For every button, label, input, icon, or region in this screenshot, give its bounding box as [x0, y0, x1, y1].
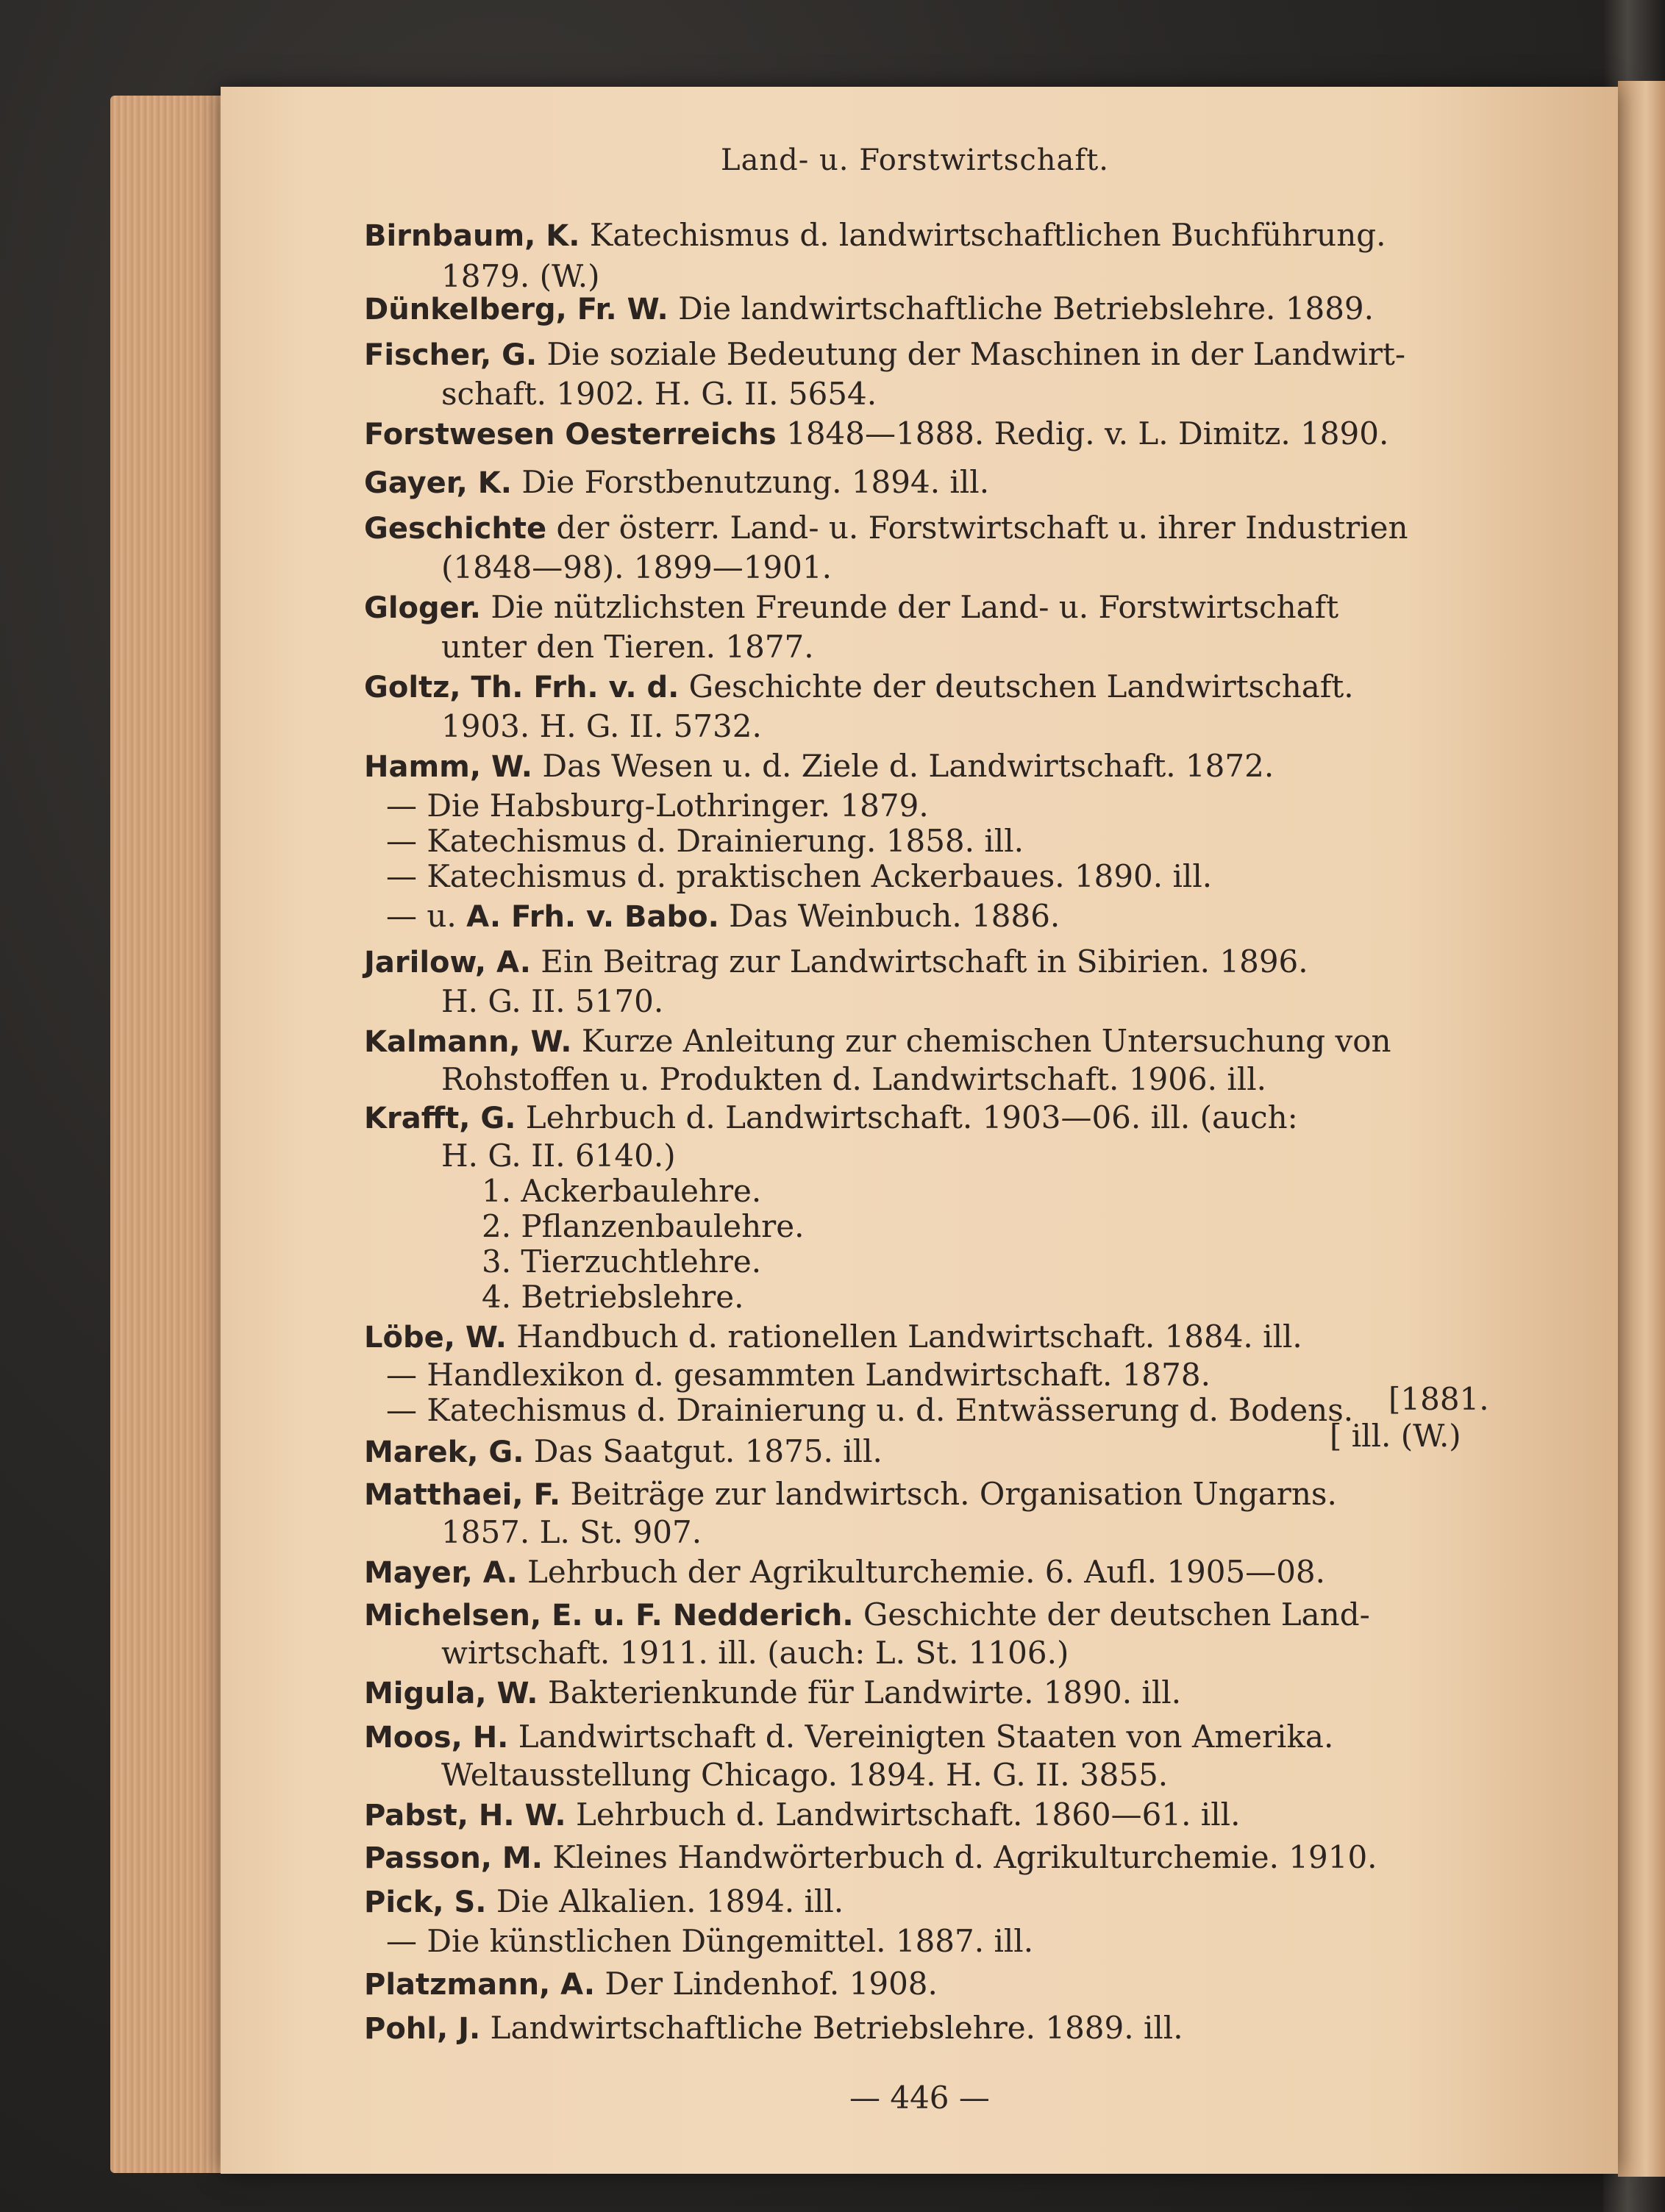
entry-author: Jarilow, A. — [364, 946, 531, 980]
entry-text: Kleines Handwörterbuch d. Agrikulturchemie. 1910. — [552, 1839, 1377, 1875]
entry-sub-line: — Handlexikon d. gesammten Landwirtschaft. 1878. — [386, 1357, 1211, 1393]
entry-kalmann — [364, 1021, 1497, 1097]
entry-text: Handbuch d. rationellen Landwirtschaft. 1884. ill. — [516, 1319, 1302, 1355]
entry-author: Dünkelberg, Fr. W. — [364, 293, 669, 327]
entry-sub-line: — Katechismus d. Drainierung u. d. Entwässerung d. Bodens. — [386, 1392, 1354, 1428]
entry-pabst — [364, 1794, 1497, 1836]
entry-text: Lehrbuch d. Landwirtschaft. 1860—61. ill. — [575, 1797, 1241, 1833]
entry-continuation: 1857. L. St. 907. — [441, 1514, 702, 1550]
entry-continuation: unter den Tieren. 1877. — [441, 629, 814, 665]
entry-author: A. Frh. v. Babo. — [466, 900, 719, 934]
entry-text: Beiträge zur landwirtsch. Organisation Ungarns. — [570, 1476, 1337, 1512]
entry-sub-line-babo — [386, 896, 1519, 938]
entry-text: Landwirtschaftliche Betriebslehre. 1889. ill. — [490, 2010, 1183, 2046]
entry-text: Landwirtschaft d. Vereinigten Staaten von Amerika. — [518, 1719, 1334, 1755]
entry-text: Geschichte der deutschen Landwirtschaft. — [688, 668, 1354, 704]
entry-duenkelberg — [364, 288, 1497, 330]
entry-goltz — [364, 666, 1497, 744]
entry-matthaei — [364, 1474, 1497, 1550]
entry-sub-prefix: — u. — [386, 898, 457, 934]
entry-text: Bakterienkunde für Landwirte. 1890. ill. — [547, 1674, 1182, 1710]
entry-krafft — [364, 1097, 1497, 1174]
entry-jarilow — [364, 941, 1497, 1019]
entry-text: der österr. Land- u. Forstwirtschaft u. ihrer Industrien — [556, 510, 1408, 546]
entry-author: Pohl, J. — [364, 2012, 481, 2046]
entry-author: Geschichte — [364, 512, 547, 546]
entry-author: Birnbaum, K. — [364, 219, 580, 253]
entry-continuation: 1879. (W.) — [441, 258, 600, 294]
entry-pick — [364, 1881, 1497, 1923]
entry-author: Matthaei, F. — [364, 1478, 561, 1512]
entry-author: Krafft, G. — [364, 1102, 516, 1135]
entry-fischer — [364, 334, 1497, 412]
entry-michelsen — [364, 1594, 1497, 1671]
entry-numbered-line: 4. Betriebslehre. — [482, 1279, 744, 1315]
entry-text: Das Weinbuch. 1886. — [729, 898, 1060, 934]
entry-author: Kalmann, W. — [364, 1025, 572, 1059]
entry-mayer — [364, 1552, 1497, 1594]
entry-hamm — [364, 746, 1497, 788]
entry-text: Der Lindenhof. 1908. — [605, 1966, 938, 2002]
entry-text: Lehrbuch der Agrikulturchemie. 6. Aufl. 1905—08. — [527, 1554, 1326, 1590]
entry-author: Gloger. — [364, 591, 482, 625]
entry-text: Katechismus d. landwirtschaftlichen Buchführung. — [589, 217, 1386, 253]
entry-author: Platzmann, A. — [364, 1968, 596, 2002]
entry-continuation: 1903. H. G. II. 5732. — [441, 708, 762, 744]
entry-text: Lehrbuch d. Landwirtschaft. 1903—06. ill. (auch: — [525, 1099, 1298, 1135]
entry-author: Gayer, K. — [364, 466, 512, 500]
page-number: — 446 — — [849, 2080, 990, 2116]
running-head: Land- u. Forstwirtschaft. — [721, 143, 1109, 177]
entry-passon — [364, 1837, 1497, 1879]
entry-numbered-line: 2. Pflanzenbaulehre. — [482, 1208, 805, 1244]
entry-gloger — [364, 587, 1497, 665]
entry-author: Goltz, Th. Frh. v. d. — [364, 671, 680, 704]
entry-continuation: (1848—98). 1899—1901. — [441, 549, 832, 585]
entry-numbered-line: 1. Ackerbaulehre. — [482, 1173, 762, 1209]
entry-sub-line: — Katechismus d. praktischen Ackerbaues. 1890. ill. — [386, 858, 1213, 894]
entry-author: Mayer, A. — [364, 1556, 518, 1590]
entry-continuation: Weltausstellung Chicago. 1894. H. G. II. 3855. — [441, 1757, 1169, 1793]
entry-continuation: H. G. II. 6140.) — [441, 1138, 676, 1174]
entry-author: Marek, G. — [364, 1435, 524, 1469]
entry-text: Die landwirtschaftliche Betriebslehre. 1889. — [678, 290, 1374, 327]
entry-sub-line: — Die künstlichen Düngemittel. 1887. ill. — [386, 1923, 1034, 1959]
entry-author: Forstwesen Oesterreichs — [364, 418, 777, 452]
bracket-note-ill: [ ill. (W.) — [1330, 1418, 1461, 1454]
entry-text: Die Forstbenutzung. 1894. ill. — [521, 464, 990, 500]
entry-continuation: H. G. II. 5170. — [441, 983, 664, 1019]
entry-continuation: schaft. 1902. H. G. II. 5654. — [441, 376, 877, 412]
entry-gayer — [364, 462, 1497, 504]
entry-migula — [364, 1672, 1497, 1714]
entry-text: 1848—1888. Redig. v. L. Dimitz. 1890. — [786, 415, 1389, 452]
entry-text: Geschichte der deutschen Land- — [863, 1596, 1370, 1633]
entry-author: Pick, S. — [364, 1885, 487, 1919]
entry-continuation: wirtschaft. 1911. ill. (auch: L. St. 1106.) — [441, 1635, 1069, 1671]
entry-author: Fischer, G. — [364, 338, 538, 372]
entry-author: Migula, W. — [364, 1677, 538, 1710]
entry-pohl — [364, 2008, 1497, 2049]
entry-loebe — [364, 1316, 1497, 1358]
entry-text: Die nützlichsten Freunde der Land- u. Forstwirtschaft — [491, 589, 1339, 625]
entry-forstwesen — [364, 413, 1497, 455]
entry-sub-line: — Die Habsburg-Lothringer. 1879. — [386, 788, 929, 824]
entry-text: Das Saatgut. 1875. ill. — [533, 1433, 883, 1469]
entry-author: Löbe, W. — [364, 1321, 507, 1355]
entry-text: Ein Beitrag zur Landwirtschaft in Sibirien. 1896. — [541, 943, 1308, 980]
entry-text: Die Alkalien. 1894. ill. — [496, 1883, 844, 1919]
entry-author: Passon, M. — [364, 1841, 543, 1875]
entry-text: Die soziale Bedeutung der Maschinen in der Landwirt- — [546, 336, 1406, 372]
entry-sub-line: — Katechismus d. Drainierung. 1858. ill. — [386, 823, 1024, 859]
entry-author: Moos, H. — [364, 1721, 509, 1755]
entry-author: Pabst, H. W. — [364, 1799, 566, 1833]
bracket-note-year: [1881. — [1388, 1381, 1489, 1417]
entry-text: Das Wesen u. d. Ziele d. Landwirtschaft. 1872. — [542, 748, 1274, 784]
entry-continuation: Rohstoffen u. Produkten d. Landwirtschaft. 1906. ill. — [441, 1061, 1266, 1097]
entry-platzmann — [364, 1963, 1497, 2005]
entry-text: Kurze Anleitung zur chemischen Untersuchung von — [581, 1023, 1391, 1059]
entry-geschichte — [364, 507, 1497, 585]
entry-marek — [364, 1431, 1497, 1473]
entry-author: Michelsen, E. u. F. Nedderich. — [364, 1599, 854, 1633]
entry-birnbaum — [364, 215, 1497, 294]
entry-numbered-line: 3. Tierzuchtlehre. — [482, 1244, 762, 1280]
entry-moos — [364, 1716, 1497, 1793]
entry-author: Hamm, W. — [364, 750, 533, 784]
